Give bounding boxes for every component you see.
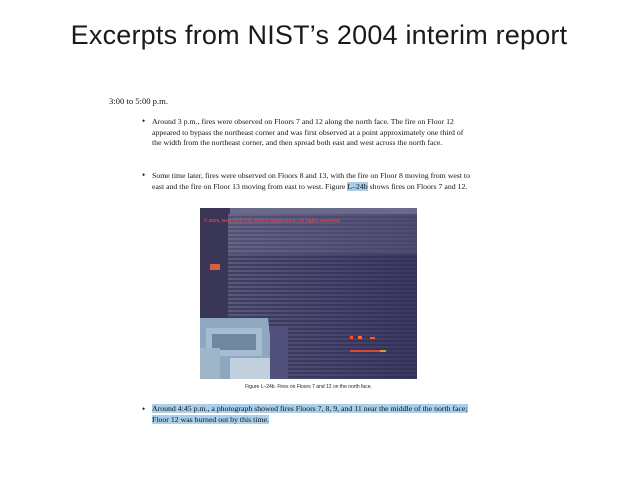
photo-copyright-notice: © 2001, New York City Police Department. All rights reserved. [204, 218, 341, 223]
bullet-paragraph-3 [152, 404, 472, 425]
bullet-marker: • [142, 170, 146, 180]
bullet-2-tail: shows fires on Floors 7 and 12. [367, 181, 468, 191]
figure-reference-link[interactable]: L–24b [347, 181, 368, 191]
time-heading: 3:00 to 5:00 p.m. [109, 96, 168, 106]
bullet-2-text: Some time later, fires were observed on Floors 8 and 13, with the fire on Floor 8 moving from west to east and the fire on Floor 13 moving from east to west. Figure [152, 171, 471, 191]
building-fire-photo [200, 208, 417, 379]
figure-caption: Figure L–24b. Fires on Floors 7 and 12 on the north face. [245, 384, 372, 390]
bullet-marker: • [142, 404, 146, 414]
highlighted-text: Around 4:45 p.m., a photograph showed fires Floors 7, 8, 9, and 11 near the middle of the north face; Floor 12 was burned out by this time. [152, 404, 468, 424]
bullet-paragraph-2 [152, 171, 472, 192]
bullet-paragraph-1: Around 3 p.m., fires were observed on Floors 7 and 12 along the north face. The fire on Floor 12 appeared to bypass the northeast corner and was first observed at a point approximately one third of the width from the northeast corner, and then spread both east and west across the north face. [152, 117, 464, 148]
slide-title: Excerpts from NIST’s 2004 interim report [70, 20, 568, 50]
bullet-marker: • [142, 116, 146, 126]
